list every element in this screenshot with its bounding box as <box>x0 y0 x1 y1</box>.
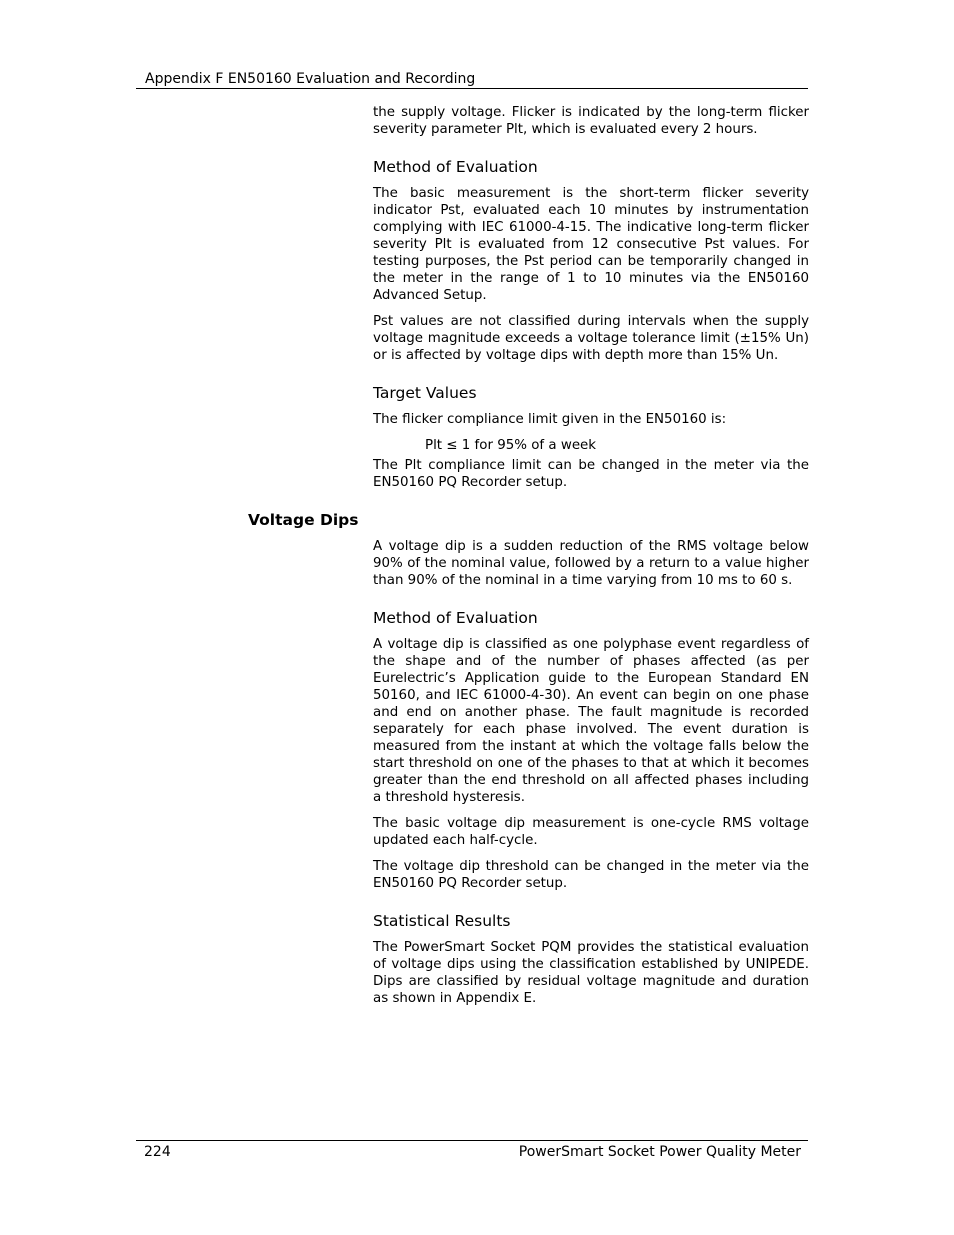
dips-stats-paragraph: The PowerSmart Socket PQM provides the statistical evaluation of voltage dips using the classification established by UNIPEDE. Dips are classified by residual voltage magnitude and duration as shown in Appendix E. <box>373 940 809 1006</box>
dips-method-heading: Method of Evaluation <box>373 609 538 627</box>
flicker-formula: Plt ≤ 1 for 95% of a week <box>425 438 597 453</box>
flicker-method-paragraph-2: Pst values are not classified during intervals when the supply voltage magnitude exceeds a voltage tolerance limit (±15% Un) or is affected by voltage dips with depth more than 15% Un. <box>373 314 809 363</box>
dips-method-paragraph-2: The basic voltage dip measurement is one-cycle RMS voltage updated each half-cycle. <box>373 816 809 848</box>
flicker-method-heading: Method of Evaluation <box>373 158 538 176</box>
footer-title: PowerSmart Socket Power Quality Meter <box>518 1144 801 1160</box>
flicker-target-heading: Target Values <box>373 384 477 402</box>
dips-method-paragraph-3: The voltage dip threshold can be changed in the meter via the EN50160 PQ Recorder setup. <box>373 859 809 891</box>
dips-stats-heading: Statistical Results <box>373 912 511 930</box>
voltage-dips-intro: A voltage dip is a sudden reduction of the RMS voltage below 90% of the nominal value, followed by a return to a value higher than 90% of the nominal in a time varying from 10 ms to 60 s. <box>373 539 809 588</box>
dips-method-paragraph-1: A voltage dip is classified as one polyphase event regardless of the shape and of the number of phases affected (as per Eurelectric’s Application guide to the European Standard EN 50160, and IEC 61000-4-30). An event can begin on one phase and end on another phase. The fault magnitude is recorded separately for each phase involved. The event duration is measured from the instant at which the voltage falls below the start threshold on one of the phases to that at which it becomes greater than the end threshold on all affected phases including a threshold hysteresis. <box>373 637 809 805</box>
intro-paragraph: the supply voltage. Flicker is indicated by the long-term flicker severity parameter Plt, which is evaluated every 2 hours. <box>373 105 809 137</box>
page-header <box>136 70 808 89</box>
page-content <box>248 104 809 1016</box>
voltage-dips-heading: Voltage Dips <box>248 511 359 529</box>
page-number: 224 <box>144 1144 171 1160</box>
page-footer <box>136 1140 808 1161</box>
flicker-method-paragraph-1: The basic measurement is the short-term flicker severity indicator Pst, evaluated each 10 minutes by instrumentation complying with IEC 61000-4-15. The indicative long-term flicker severity Plt is evaluated from 12 consecutive Pst values. For testing purposes, the Pst period can be temporarily changed in the meter in the range of 1 to 10 minutes via the EN50160 Advanced Setup. <box>373 186 809 303</box>
flicker-target-paragraph-1: The flicker compliance limit given in the EN50160 is: <box>373 412 727 427</box>
header-title: Appendix F EN50160 Evaluation and Recording <box>145 71 476 87</box>
flicker-target-paragraph-2: The Plt compliance limit can be changed in the meter via the EN50160 PQ Recorder setup. <box>373 458 809 490</box>
